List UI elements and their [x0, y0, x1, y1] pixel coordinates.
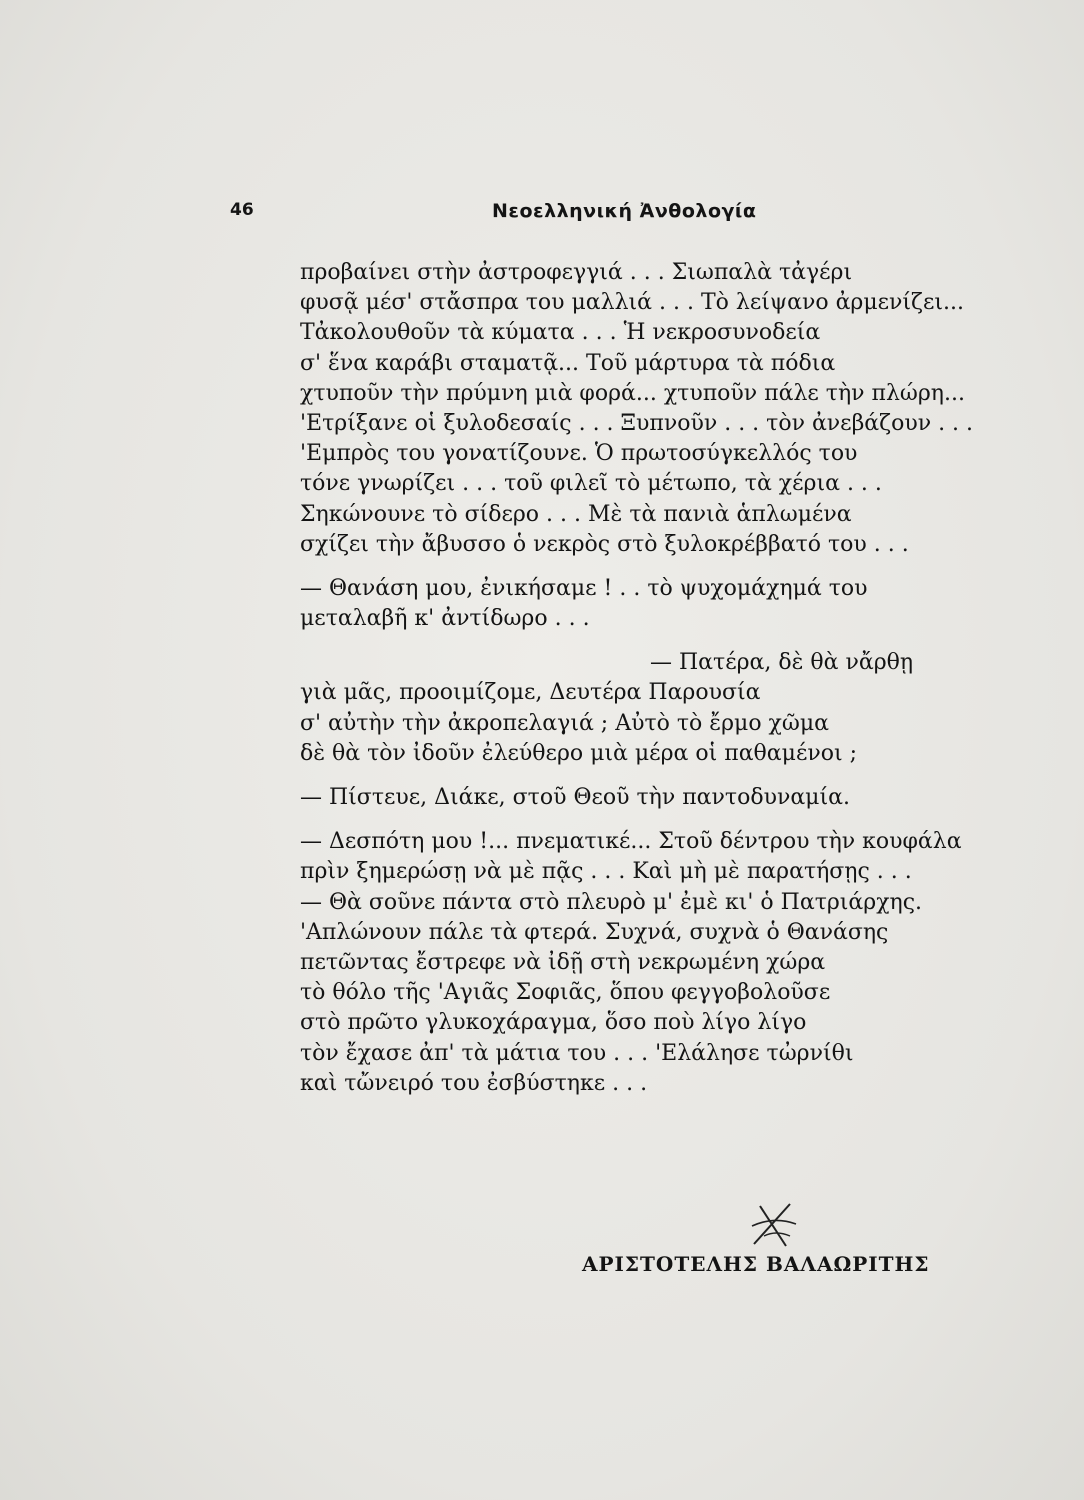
- poem-line: γιὰ μᾶς, προοιμίζομε, Δευτέρα Παρουσία: [300, 680, 761, 706]
- poem-line: στὸ πρῶτο γλυκοχάραγμα, ὅσο ποὺ λίγο λίγο: [300, 1010, 807, 1036]
- stanza-gap: [300, 560, 960, 574]
- poem-line: πετῶντας ἔστρεφε νὰ ἰδῇ στὴ νεκρωμένη χώρα: [300, 949, 826, 975]
- poem-line-indented: — Πατέρα, δὲ θὰ νἄρθῃ: [650, 650, 914, 676]
- page-number: 46: [230, 200, 254, 220]
- poem-line: μεταλαβῆ κ' ἀντίδωρο . . .: [300, 606, 590, 632]
- poem-line: τὸ θόλο τῆς 'Αγιᾶς Σοφιᾶς, ὅπου φεγγοβολοῦσε: [300, 980, 831, 1006]
- poem-line: Τἀκολουθοῦν τὰ κύματα . . . Ἡ νεκροσυνοδεία: [300, 320, 821, 346]
- poem-line: σ' ἕνα καράβι σταματᾷ... Τοῦ μάρτυρα τὰ πόδια: [300, 350, 836, 376]
- stanza-gap: [300, 813, 960, 827]
- poem-line: — Θὰ σοῦνε πάντα στὸ πλευρὸ μ' ἐμὲ κι' ὁ Πατριάρχης.: [300, 889, 923, 915]
- poem-line: — Δεσπότη μου !... πνεματικέ... Στοῦ δέντρου τὴν κουφάλα: [300, 829, 962, 855]
- poem-line: — Θανάση μου, ἐνικήσαμε ! . . τὸ ψυχομάχημά του: [300, 575, 868, 601]
- poem-line: προβαίνει στὴν ἀστροφεγγιά . . . Σιωπαλὰ τἀγέρι: [300, 260, 853, 285]
- running-header: [230, 200, 830, 230]
- handwritten-mark-icon: [746, 1196, 802, 1252]
- poem-line: χτυποῦν τὴν πρύμνη μιὰ φορά... χτυποῦν πάλε τὴν πλώρη...: [300, 380, 965, 406]
- poem-line: δὲ θὰ τὸν ἰδοῦν ἐλεύθερο μιὰ μέρα οἱ παθαμένοι ;: [300, 740, 857, 766]
- poem-line: σ' αὐτὴν τὴν ἀκροπελαγιά ; Αὐτὸ τὸ ἔρμο χῶμα: [300, 710, 829, 736]
- stanza-gap: [300, 634, 960, 648]
- poem-line: 'Απλώνουν πάλε τὰ φτερά. Συχνά, συχνὰ ὁ Θανάσης: [300, 919, 889, 945]
- poem-line: καὶ τὤνειρό του ἐσβύστηκε . . .: [300, 1070, 648, 1096]
- author-signature: ΑΡΙΣΤΟΤΕΛΗΣ ΒΑΛΑΩΡΙΤΗΣ: [582, 1252, 930, 1276]
- poem-line: 'Ετρίξανε οἱ ξυλοδεσαίς . . . Ξυπνοῦν . . . τὸν ἀνεβάζουν . . .: [300, 410, 974, 436]
- book-title: Νεοελληνική Ἀνθολογία: [492, 200, 757, 222]
- poem-line: πρὶν ξημερώσῃ νὰ μὲ πᾷς . . . Καὶ μὴ μὲ παρατήσῃς . . .: [300, 859, 912, 885]
- poem-line: — Πίστευε, Διάκε, στοῦ Θεοῦ τὴν παντοδυναμία.: [300, 785, 850, 810]
- poem-line: σχίζει τὴν ἄβυσσο ὁ νεκρὸς στὸ ξυλοκρέββατό του . . .: [300, 531, 909, 557]
- poem-line: Σηκώνουνε τὸ σίδερο . . . Μὲ τὰ πανιὰ ἁπλωμένα: [300, 501, 852, 527]
- poem-line: τόνε γνωρίζει . . . τοῦ φιλεῖ τὸ μέτωπο, τὰ χέρια . . .: [300, 471, 882, 497]
- poem-line: τὸν ἔχασε ἀπ' τὰ μάτια του . . . 'Ελάλησε τὠρνίθι: [300, 1040, 854, 1066]
- poem-line: 'Εμπρὸς του γονατίζουνε. Ὁ πρωτοσύγκελλός του: [300, 441, 858, 467]
- poem-body: [300, 258, 974, 1099]
- poem-line: φυσᾷ μέσ' στἄσπρα του μαλλιά . . . Τὸ λείψανο ἀρμενίζει...: [300, 290, 964, 316]
- stanza-gap: [300, 769, 960, 783]
